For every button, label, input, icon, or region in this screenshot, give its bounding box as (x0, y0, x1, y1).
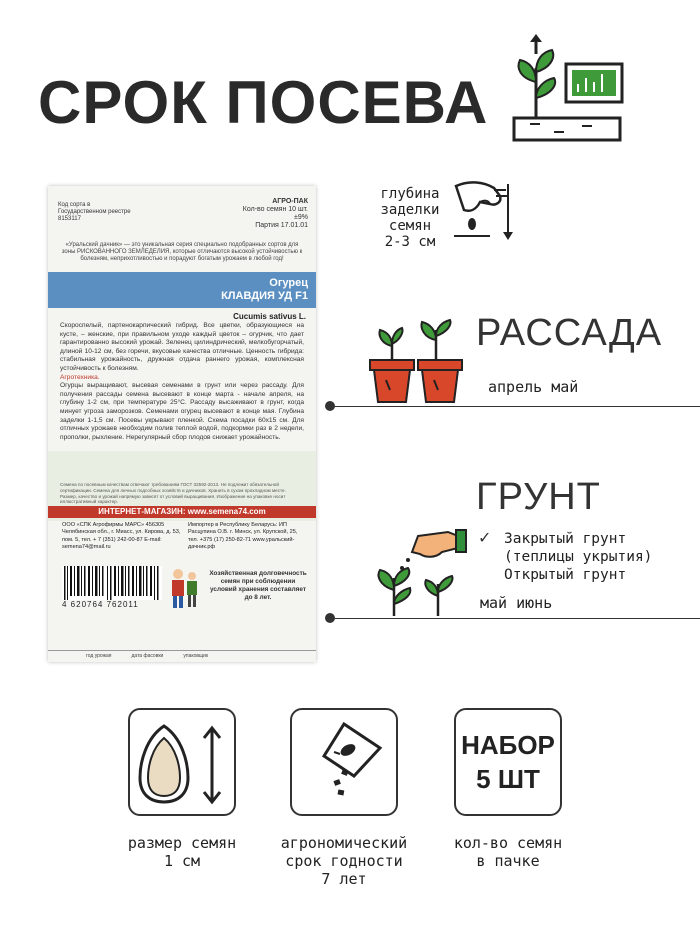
shelf-life-caption-2: срок годности (285, 852, 403, 870)
seed-size-caption-1: размер семян (127, 834, 237, 852)
packet-address-right: Импортер в Республику Беларусь: ИП Расцупина О.В. г. Минск, ул. Крупской, 25, тел. +375 (17) 250-82-71 www.уральский-дачник.рф (188, 522, 298, 551)
packet-variety: КЛАВДИЯ УД F1 (221, 290, 308, 302)
hand-planting-seed-icon (450, 176, 522, 250)
shelf-life-box (290, 708, 398, 816)
seed-count-box (454, 708, 562, 816)
depth-line-1: глубина (380, 186, 440, 202)
seed-packet (48, 186, 316, 662)
set-count: 5 ШТ (476, 764, 540, 794)
barcode-number: 4 620764 762011 (62, 600, 139, 609)
packet-crop: Огурец (269, 277, 308, 289)
seed-size-caption (97, 834, 267, 870)
timeline-line-seedling (334, 406, 700, 407)
packet-description-block (60, 322, 304, 442)
seedling-title: РАССАДА (476, 312, 663, 354)
seed-size-caption-2: 1 см (163, 852, 201, 870)
timeline-line-ground (334, 618, 700, 619)
packet-latin-name: Cucumis sativus L. (233, 312, 306, 321)
packet-agro-text: Огурцы выращивают, высевая семенами в грунт или через рассаду. Для получения рассады семена высевают в конце марта - начале апреля, на глубину 1-2 см, при температуре 25°С. Рассаду высаживают в грунт, когда минует угроза заморозков. Семенами огурец высевают в конце мая. Глубина заделки 1-1,5 см. Посевы укрывают пленкой. Схема посадки 60х15 см. Для отличных урожаев необходим полив теплой водой, подкормки раз в 2 недели, прополки, рыхление. Нерегулярный сбор плодов снижает урожайность. (60, 382, 304, 441)
gardener-illustration (164, 566, 204, 610)
packet-bottom-packer: упаковщик (183, 653, 209, 659)
packet-agro-title: Агротехника. (60, 373, 100, 381)
shelf-life-caption-1: агрономический (280, 834, 408, 852)
packet-name-bar (48, 272, 316, 308)
packet-shop-banner: ИНТЕРНЕТ-МАГАЗИН: www.semena74.com (48, 506, 316, 518)
depth-line-3: семян (388, 218, 432, 234)
depth-line-2: заделки (380, 202, 440, 218)
seed-size-icon (130, 710, 234, 814)
seed-count-caption-2: в пачке (476, 852, 540, 870)
sowing-depth-label (362, 186, 458, 250)
depth-line-4: 2-3 см (384, 234, 436, 250)
ground-title: ГРУНТ (476, 476, 601, 518)
ground-months: май июнь (480, 594, 553, 612)
packet-brand-block (228, 198, 308, 230)
packet-bottom-date: дата фасовки (131, 653, 164, 659)
ground-greenhouse: (теплицы укрытия) (504, 549, 653, 565)
packet-promo: «Уральский дачник» — это уникальная серия специально подобранных сортов для зоны РИСКОВАННОГО ЗЕМЛЕДЕЛИЯ, которые отличаются высокой устойчивостью к болезням, неприхотливостью и порадуют богатым урожаем в любой год! (61, 242, 303, 262)
seed-size-box (128, 708, 236, 816)
seedling-pots-icon (368, 318, 466, 406)
packet-seed-count: Кол-во семян 10 шт. ±9% (242, 206, 308, 221)
ground-type-list (504, 530, 652, 584)
seedling-chart-icon (510, 32, 630, 144)
packet-bottom-year: год урожая (86, 653, 112, 659)
packet-fine-print: Семена по посевным качествам отвечают требованиям ГОСТ 32592-2013. Не подлежит обязательной сертификации. Семена для личных подсобных хозяйств и дачников. Хранить в сухом прохладном месте. Размер, качество и урожай напрямую зависят от условий выращивания. Изображение на упаковке носит иллюстративный характер. (60, 482, 286, 505)
packet-storage-note: Хозяйственная долговечность семян при соблюдении условий хранения составляет до 8 лет. (209, 570, 307, 601)
packet-description: Скороспелый, партенокарпический гибрид. Все цветки, образующиеся на кусте, – женские, при правильном уходе каждый цветок – огурчик, что дает гарантированно высокий урожай. Зеленец цилиндрический, мелкобугорчатый, длиной 10-12 см, без горечи, вкусовые качества отличные. Ценность гибрида: стабильная урожайность, дружная отдача раннего урожая, комплексная устойчивость к болезням. (60, 322, 304, 372)
hand-watering-plants-icon (372, 528, 468, 620)
packet-brand: АГРО-ПАК (272, 198, 308, 205)
ground-open: Открытый грунт (504, 567, 627, 583)
packet-batch: Партия 17.01.01 (255, 222, 308, 229)
packet-bottom-strip (48, 650, 316, 662)
seed-count-caption (423, 834, 593, 870)
seedling-months: апрель май (488, 378, 579, 396)
packet-registry-code: Код сорта в Государственном реестре 8153117 (58, 202, 131, 222)
ground-closed: Закрытый грунт (504, 531, 627, 547)
shelf-life-caption-3: 7 лет (321, 870, 367, 888)
check-icon: ✓ (478, 528, 492, 547)
set-label: НАБОР (461, 730, 555, 760)
page-title: СРОК ПОСЕВА (38, 69, 489, 136)
seed-count-caption-1: кол-во семян (453, 834, 563, 852)
barcode-graphic (62, 566, 162, 600)
seed-packet-icon (292, 710, 396, 814)
shelf-life-caption (259, 834, 429, 888)
packet-address-left: ООО «СПК Агрофирмы МАРС» 456305 Челябинская обл., г. Миасс, ул. Кирова, д. 53, пом. 5, тел. + 7 (351) 242-00-87 E-mail: semena74@mail.ru (62, 522, 181, 551)
